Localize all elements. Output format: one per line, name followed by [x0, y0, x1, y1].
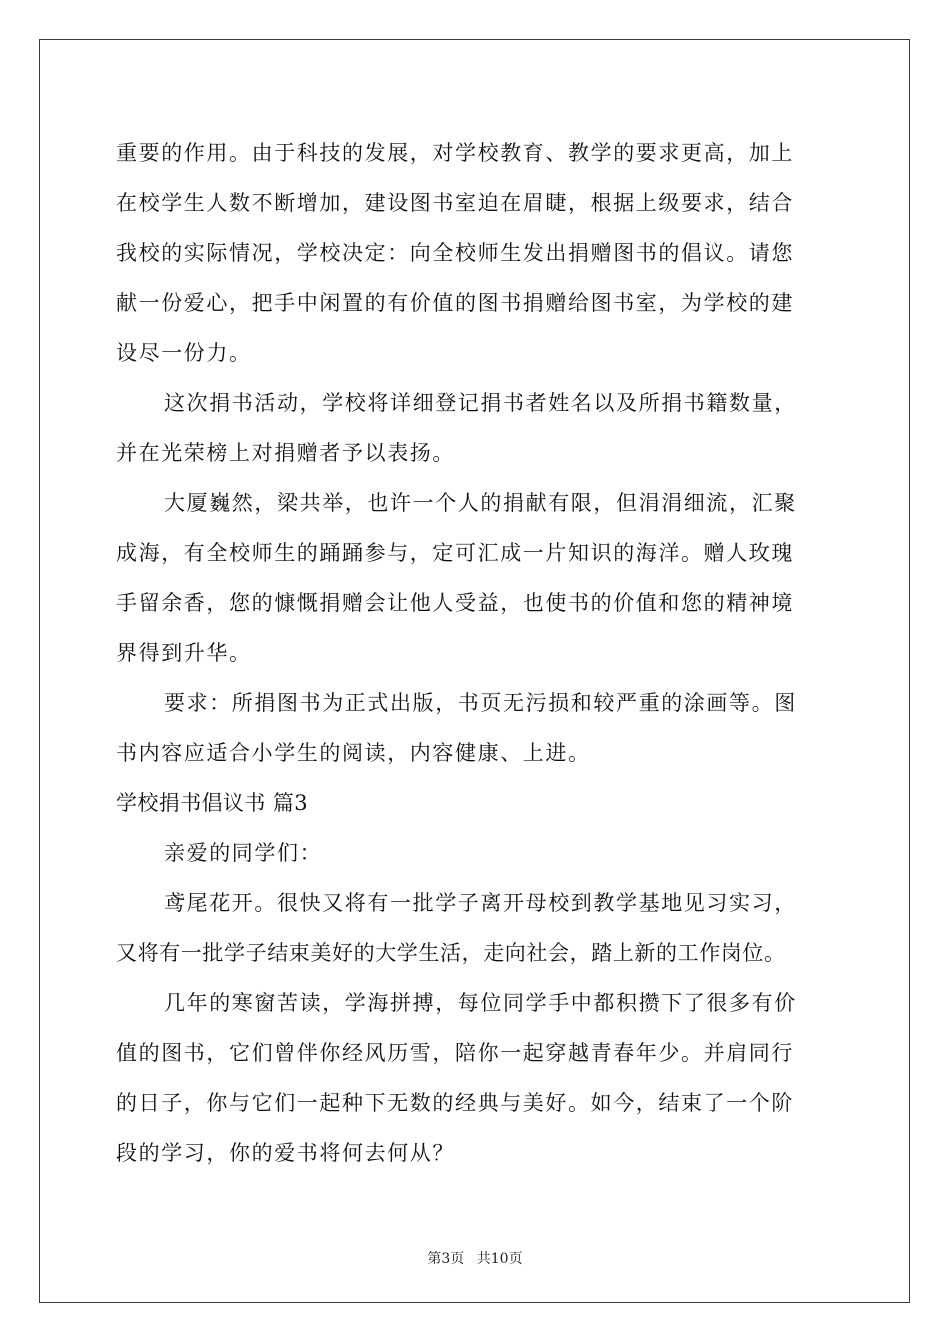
- text-line: 并在光荣榜上对捐赠者予以表扬。: [116, 441, 455, 465]
- text-line: 值的图书，它们曾伴你经风历雪，陪你一起穿越青春年少。并肩同行: [116, 1041, 794, 1065]
- paragraph: [116, 378, 836, 478]
- text-line: 鸢尾花开。很快又将有一批学子离开母校到教学基地见习实习，: [164, 891, 797, 915]
- text-line: 的日子，你与它们一起种下无数的经典与美好。如今，结束了一个阶: [116, 1091, 794, 1115]
- text-line: 书内容应适合小学生的阅读，内容健康、上进。: [116, 741, 591, 765]
- text-line: 几年的寒窗苦读，学海拼搏，每位同学手中都积攒下了很多有价: [164, 991, 797, 1015]
- text-line: 我校的实际情况，学校决定：向全校师生发出捐赠图书的倡议。请您: [116, 241, 794, 265]
- text-line: 献一份爱心，把手中闲置的有价值的图书捐赠给图书室，为学校的建: [116, 291, 794, 315]
- text-line: 重要的作用。由于科技的发展，对学校教育、教学的要求更高，加上: [116, 141, 794, 165]
- page-footer: [0, 1248, 950, 1268]
- document-body: [116, 128, 836, 1178]
- text-line: 又将有一批学子结束美好的大学生活，走向社会，踏上新的工作岗位。: [116, 941, 786, 965]
- paragraph: [116, 478, 836, 678]
- text-line: 在校学生人数不断增加，建设图书室迫在眉睫，根据上级要求，结合: [116, 191, 794, 215]
- text-line: 这次捐书活动，学校将详细登记捐书者姓名以及所捐书籍数量，: [164, 391, 797, 415]
- paragraph: [116, 678, 836, 778]
- text-line: 成海，有全校师生的踊踊参与，定可汇成一片知识的海洋。赠人玫瑰: [116, 541, 794, 565]
- page-number: 第3页: [427, 1251, 465, 1267]
- section-heading: 学校捐书倡议书 篇3: [116, 791, 309, 815]
- paragraph: [116, 878, 836, 978]
- text-line: 手留余香，您的慷慨捐赠会让他人受益，也使书的价值和您的精神境: [116, 591, 794, 615]
- paragraph: [116, 128, 836, 378]
- page-total: 共10页: [476, 1251, 523, 1267]
- text-line: 设尽一份力。: [116, 341, 252, 365]
- salutation: [116, 828, 836, 878]
- text-line: 亲爱的同学们：: [164, 841, 323, 865]
- text-line: 段的学习，你的爱书将何去何从？: [116, 1141, 455, 1165]
- text-line: 大厦巍然，梁共举，也许一个人的捐献有限，但涓涓细流，汇聚: [164, 491, 797, 515]
- paragraph: [116, 978, 836, 1178]
- text-line: 要求：所捐图书为正式出版，书页无污损和较严重的涂画等。图: [164, 691, 797, 715]
- text-line: 界得到升华。: [116, 641, 252, 665]
